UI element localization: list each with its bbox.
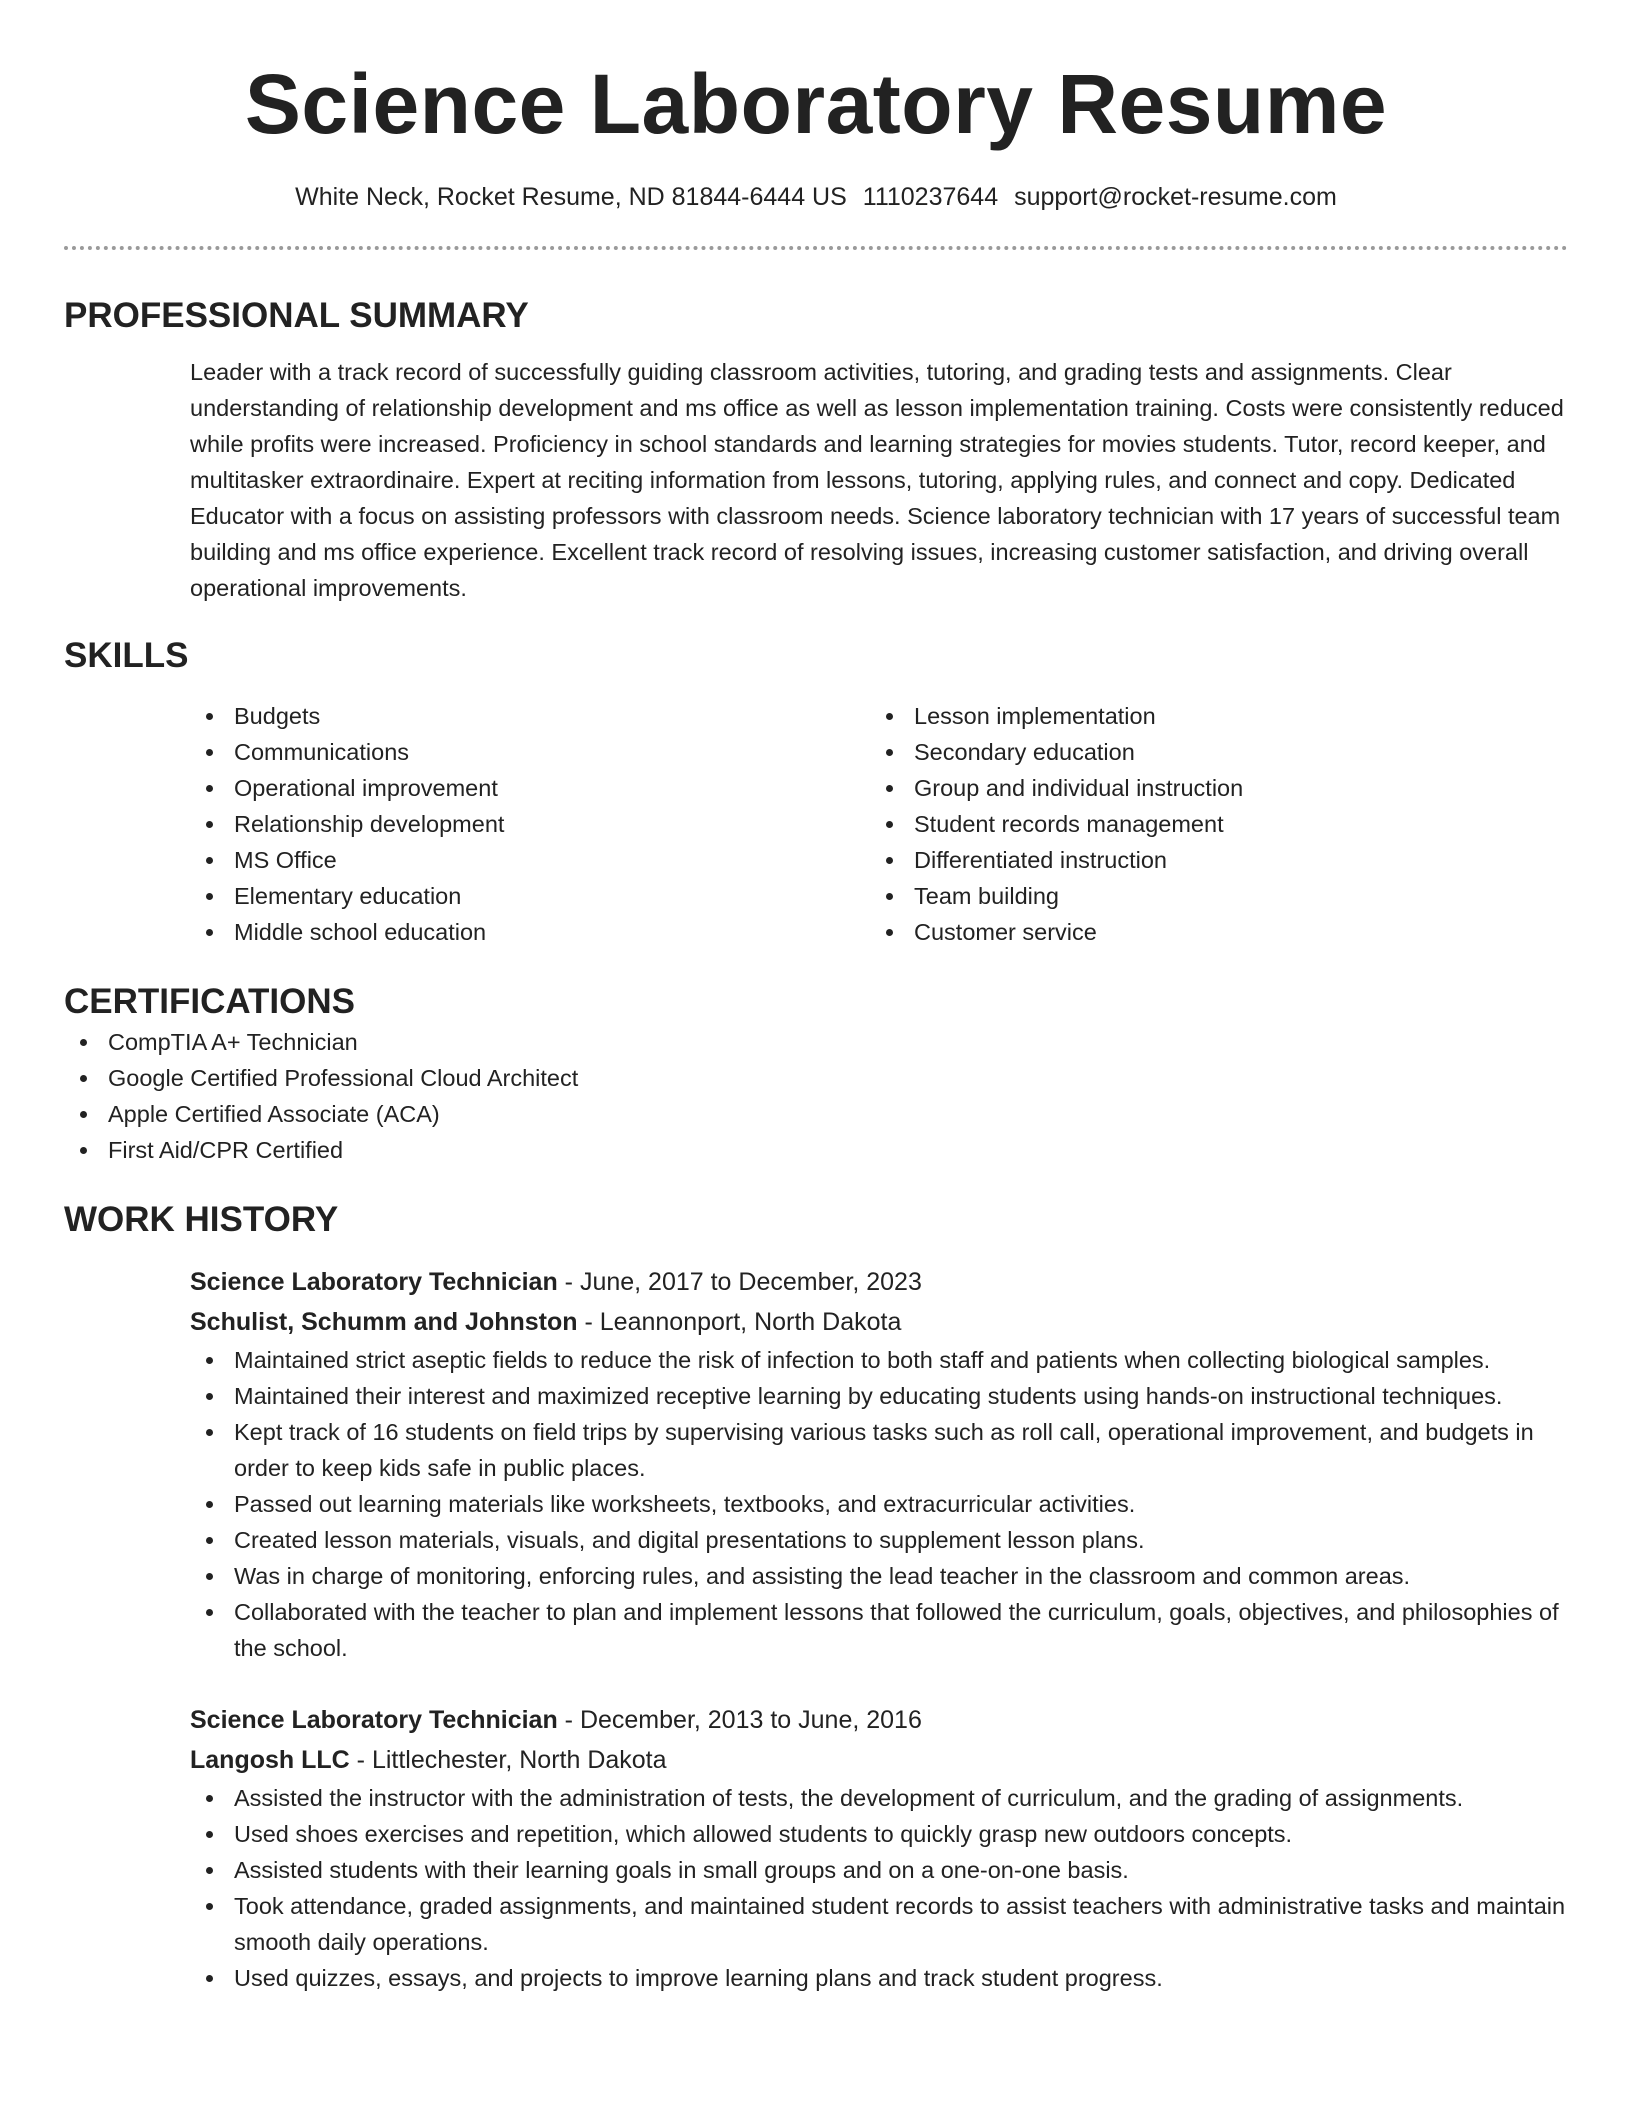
skills-column-left <box>190 698 870 950</box>
summary-heading: PROFESSIONAL SUMMARY <box>64 296 529 335</box>
skills-column-right <box>870 698 1550 950</box>
skill-item: Elementary education <box>190 878 870 914</box>
job-title: Science Laboratory Technician <box>190 1706 558 1734</box>
certification-item: CompTIA A+ Technician <box>64 1024 1568 1060</box>
job-duty: Was in charge of monitoring, enforcing rules, and assisting the lead teacher in the classroom and common areas. <box>190 1558 1568 1594</box>
job-location: - Littlechester, North Dakota <box>356 1746 667 1774</box>
certifications-heading: CERTIFICATIONS <box>64 982 356 1021</box>
job-dates: - December, 2013 to June, 2016 <box>564 1706 922 1734</box>
job-title-line <box>190 1700 1568 1740</box>
job-company-line <box>190 1740 1568 1780</box>
skill-item: Communications <box>190 734 870 770</box>
skill-item: Middle school education <box>190 914 870 950</box>
summary-text: Leader with a track record of successfully guiding classroom activities, tutoring, and grading tests and assignments. Clear understanding of relationship development and ms office as well as lesson implementation training. Costs were consistently reduced while profits were increased. Proficiency in school standards and learning strategies for movies students. Tutor, record keeper, and multitasker extraordinaire. Expert at reciting information from lessons, tutoring, applying rules, and connect and copy. Dedicated Educator with a focus on assisting professors with classroom needs. Science laboratory technician with 17 years of successful team building and ms office experience. Excellent track record of resolving issues, increasing customer satisfaction, and driving overall operational improvements. <box>190 359 1564 601</box>
skills-list-right <box>870 698 1550 950</box>
job-company: Langosh LLC <box>190 1746 350 1774</box>
skill-item: Relationship development <box>190 806 870 842</box>
job-duty: Maintained strict aseptic fields to reduce the risk of infection to both staff and patients when collecting biological samples. <box>190 1342 1568 1378</box>
job-duties-list <box>190 1342 1568 1666</box>
skill-item: Secondary education <box>870 734 1550 770</box>
contact-email: support@rocket-resume.com <box>1014 183 1337 211</box>
contact-address: White Neck, Rocket Resume, ND 81844-6444 US <box>295 183 847 211</box>
job-entry <box>190 1262 1568 1666</box>
skill-item: Operational improvement <box>190 770 870 806</box>
resume-title: Science Laboratory Resume <box>244 57 1388 151</box>
certification-item: Google Certified Professional Cloud Architect <box>64 1060 1568 1096</box>
job-company: Schulist, Schumm and Johnston <box>190 1308 578 1336</box>
skills-list-left <box>190 698 870 950</box>
job-company-line <box>190 1302 1568 1342</box>
certification-item: Apple Certified Associate (ACA) <box>64 1096 1568 1132</box>
skill-item: Student records management <box>870 806 1550 842</box>
job-duty: Assisted students with their learning goals in small groups and on a one-on-one basis. <box>190 1852 1568 1888</box>
skill-item: Budgets <box>190 698 870 734</box>
skills-grid <box>190 698 1568 950</box>
job-duty: Used quizzes, essays, and projects to improve learning plans and track student progress. <box>190 1960 1568 1996</box>
job-entry <box>190 1700 1568 1996</box>
job-duty: Maintained their interest and maximized receptive learning by educating students using hands-on instructional techniques. <box>190 1378 1568 1414</box>
job-title: Science Laboratory Technician <box>190 1268 558 1296</box>
job-duty: Assisted the instructor with the administration of tests, the development of curriculum, and the grading of assignments. <box>190 1780 1568 1816</box>
job-duty: Created lesson materials, visuals, and digital presentations to supplement lesson plans. <box>190 1522 1568 1558</box>
job-duty: Used shoes exercises and repetition, which allowed students to quickly grasp new outdoors concepts. <box>190 1816 1568 1852</box>
skill-item: Differentiated instruction <box>870 842 1550 878</box>
certifications-list <box>64 1024 1568 1168</box>
certification-item: First Aid/CPR Certified <box>64 1132 1568 1168</box>
skill-item: Team building <box>870 878 1550 914</box>
job-duties-list <box>190 1780 1568 1996</box>
job-duty: Kept track of 16 students on field trips by supervising various tasks such as roll call, operational improvement, and budgets in order to keep kids safe in public places. <box>190 1414 1568 1486</box>
job-dates: - June, 2017 to December, 2023 <box>564 1268 922 1296</box>
job-duty: Collaborated with the teacher to plan and implement lessons that followed the curriculum, goals, objectives, and philosophies of the school. <box>190 1594 1568 1666</box>
skill-item: Lesson implementation <box>870 698 1550 734</box>
work-history-heading: WORK HISTORY <box>64 1200 339 1239</box>
header-divider <box>64 246 1568 250</box>
job-duty: Passed out learning materials like worksheets, textbooks, and extracurricular activities. <box>190 1486 1568 1522</box>
contact-phone: 1110237644 <box>862 183 999 211</box>
job-title-line <box>190 1262 1568 1302</box>
skill-item: Group and individual instruction <box>870 770 1550 806</box>
job-location: - Leannonport, North Dakota <box>584 1308 902 1336</box>
job-duty: Took attendance, graded assignments, and maintained student records to assist teachers with administrative tasks and maintain smooth daily operations. <box>190 1888 1568 1960</box>
skill-item: Customer service <box>870 914 1550 950</box>
skills-heading: SKILLS <box>64 636 189 675</box>
skill-item: MS Office <box>190 842 870 878</box>
contact-line <box>64 180 1568 214</box>
